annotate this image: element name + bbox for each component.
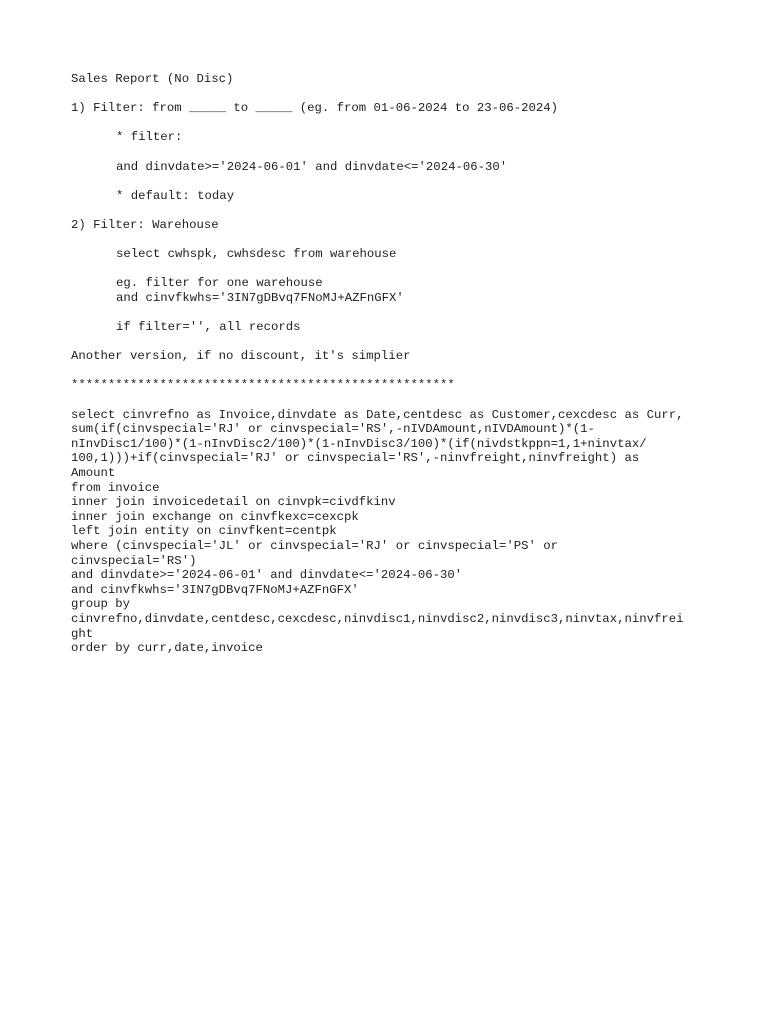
sql-query-block <box>71 408 711 656</box>
sql-line: inner join exchange on cinvfkexc=cexcpk <box>71 509 359 524</box>
another-version-note: Another version, if no discount, it's simplier <box>71 349 411 364</box>
sql-line: order by curr,date,invoice <box>71 641 263 656</box>
sql-line: nInvDisc1/100)*(1-nInvDisc2/100)*(1-nInvDisc3/100)*(if(nivdstkppn=1,1+ninvtax/ <box>71 436 647 451</box>
sql-line: where (cinvspecial='JL' or cinvspecial='RJ' or cinvspecial='PS' or <box>71 539 559 553</box>
filter2-select: select cwhspk, cwhsdesc from warehouse <box>116 247 397 262</box>
filter1-default: * default: today <box>116 188 235 203</box>
document-title: Sales Report (No Disc) <box>71 72 234 86</box>
document-body <box>71 72 711 656</box>
sql-line: and dinvdate>='2024-06-01' and dinvdate<='2024-06-30' <box>71 568 463 583</box>
filter2-example-condition: and cinvfkwhs='3IN7gDBvq7FNoMJ+AZFnGFX' <box>116 290 404 305</box>
sql-line: select cinvrefno as Invoice,dinvdate as Date,centdesc as Customer,cexcdesc as Curr, <box>71 407 684 422</box>
sql-line: left join entity on cinvfkent=centpk <box>71 524 337 539</box>
sql-line: inner join invoicedetail on cinvpk=civdfkinv <box>71 495 396 510</box>
filter2-all-records: if filter='', all records <box>116 320 301 335</box>
sql-line: cinvspecial='RS') <box>71 553 197 568</box>
sql-line: and cinvfkwhs='3IN7gDBvq7FNoMJ+AZFnGFX' <box>71 582 359 597</box>
sql-line: group by <box>71 597 131 612</box>
sql-line: from invoice <box>71 480 160 495</box>
sql-line: Amount <box>71 466 116 481</box>
filter1-note-label: * filter: <box>116 130 183 145</box>
filter1-heading: 1) Filter: from _____ to _____ (eg. from 01-06-2024 to 23-06-2024) <box>71 101 559 116</box>
filter1-condition: and dinvdate>='2024-06-01' and dinvdate<='2024-06-30' <box>116 159 508 174</box>
filter2-heading: 2) Filter: Warehouse <box>71 217 219 232</box>
sql-line: ght <box>71 626 94 641</box>
filter2-example-label: eg. filter for one warehouse <box>116 276 323 291</box>
sql-line: cinvrefno,dinvdate,centdesc,cexcdesc,ninvdisc1,ninvdisc2,ninvdisc3,ninvtax,ninvfrei <box>71 611 684 626</box>
sql-line: 100,1)))+if(cinvspecial='RJ' or cinvspecial='RS',-ninvfreight,ninvfreight) as <box>71 451 640 466</box>
sql-line: sum(if(cinvspecial='RJ' or cinvspecial='RS',-nIVDAmount,nIVDAmount)*(1- <box>71 422 595 437</box>
separator-line: **************************************************** <box>71 378 455 393</box>
